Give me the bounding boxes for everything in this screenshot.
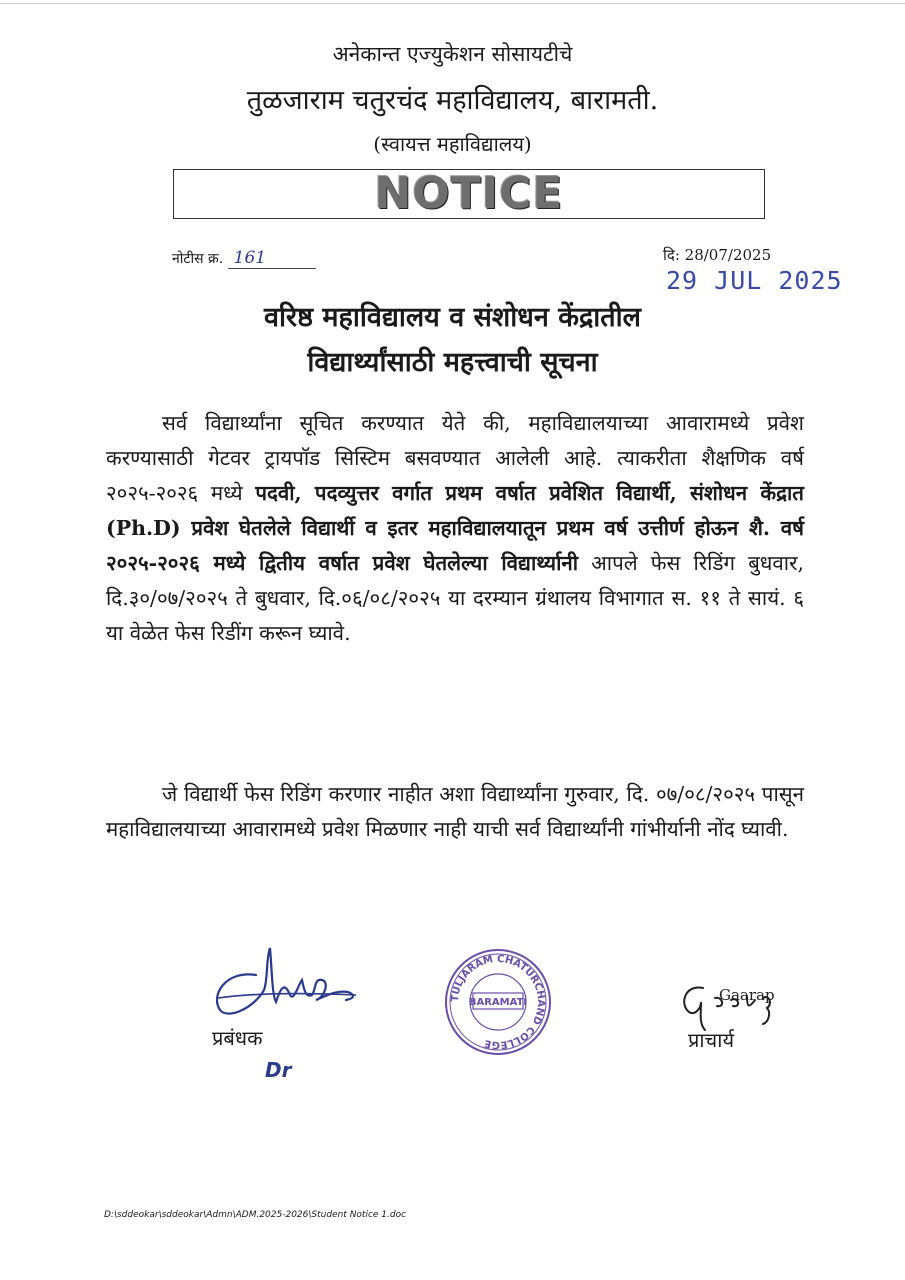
subject-line-2: विद्यार्थ्यांसाठी महत्त्वाची सूचना xyxy=(307,347,598,378)
manager-initials: Dr xyxy=(265,1058,292,1082)
manager-label: प्रबंधक xyxy=(212,1026,263,1050)
notice-paragraph-1 xyxy=(106,406,804,651)
notice-number-value: 161 xyxy=(228,248,316,269)
college-name: तुळजाराम चतुरचंद महाविद्यालय, बारामती. xyxy=(246,85,659,116)
notice-number-label: नोटीस क्र. xyxy=(172,251,224,267)
notice-date: दि: 28/07/2025 xyxy=(663,246,772,264)
received-date-stamp: 29 JUL 2025 xyxy=(666,266,843,295)
principal-signature-text: Gaarap xyxy=(719,986,775,1004)
autonomous-label: (स्वायत्त महाविद्यालय) xyxy=(373,132,532,156)
para1-text-end: आपले फेस रिडिंग बुधवार, दि.३०/०७/२०२५ ते बुधवार, दि.०६/०८/२०२५ या दरम्यान ग्रंथालय विभागात स. ११ ते सायं. ६ या वेळेत फेस रिडींग करून घ्यावे. xyxy=(106,551,804,645)
seal-ring-text: TULJARAM CHATURCHAND COLLEGE xyxy=(449,953,547,1051)
principal-label: प्राचार्य xyxy=(688,1028,735,1052)
notice-paragraph-2 xyxy=(106,777,804,847)
notice-title-box xyxy=(173,169,765,219)
college-seal xyxy=(443,947,553,1057)
scan-edge-line xyxy=(0,3,905,4)
para2-text: जे विद्यार्थी फेस रिडिंग करणार नाहीत अशा विद्यार्थ्यांना गुरुवार, दि. ०७/०८/२०२५ पासून महाविद्यालयाच्या आवारामध्ये प्रवेश मिळणार नाही याची सर्व विद्यार्थ्यांनी गांभीर्यानी नोंद घ्यावी. xyxy=(106,782,804,841)
para1-bold-text: पदवी, पदव्युत्तर वर्गात प्रथम वर्षात प्रवेशित विद्यार्थी, संशोधन केंद्रात (Ph.D) प्रवेश घेतलेले विद्यार्थी व इतर महाविद्यालयातून प्रथम वर्ष उत्तीर्ण होऊन शै. वर्ष २०२५-२०२६ मध्ये द्वितीय वर्षात प्रवेश घेतलेल्या विद्यार्थ्यानी xyxy=(106,481,804,575)
society-name: अनेकान्त एज्युकेशन सोसायटीचे xyxy=(332,42,573,66)
manager-signature xyxy=(206,940,366,1025)
notice-number xyxy=(172,248,316,269)
notice-title: NOTICE xyxy=(374,168,564,219)
subject-line-1: वरिष्ठ महाविद्यालय व संशोधन केंद्रातील xyxy=(264,302,641,333)
seal-center-text: BARAMATI xyxy=(468,997,528,1008)
file-path-footer: D:\sddeokar\sddeokar\Admn\ADM.2025-2026\Student Notice 1.doc xyxy=(104,1210,407,1220)
para1-text-start: सर्व विद्यार्थ्यांना सूचित करण्यात येते की, महाविद्यालयाच्या आवारामध्ये प्रवेश करण्यासाठी गेटवर ट्रायपॉड सिस्टिम बसवण्यात आलेली आहे. त्याकरीता शैक्षणिक वर्ष २०२५-२०२६ मध्ये xyxy=(106,411,804,505)
